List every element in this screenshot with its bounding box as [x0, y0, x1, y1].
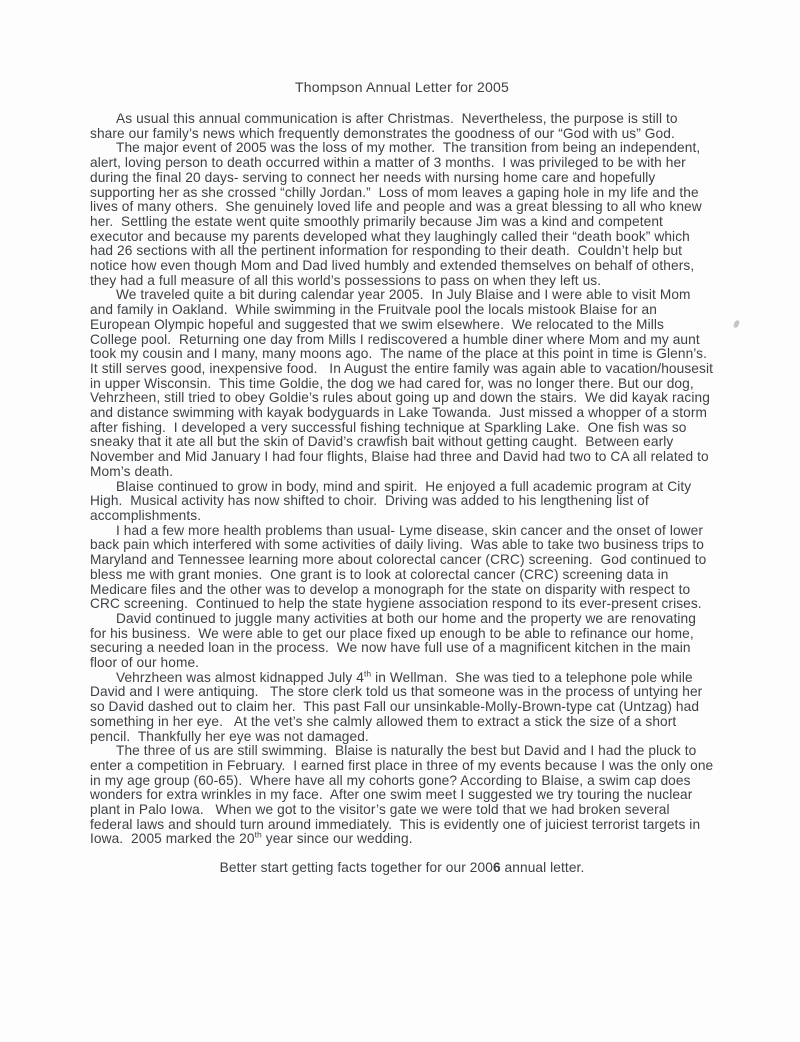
letter-title: Thompson Annual Letter for 2005 — [294, 79, 509, 95]
text-run: David continued to juggle many activities at both our home and the property we are renovating for his business. We were able to get our place fixed up enough to be able to refinance our home, securing a needed loan in the process. We now have full use of a magnificent kitchen in the main floor of our home. — [90, 610, 700, 671]
text-run: We traveled quite a bit during calendar year 2005. In July Blaise and I were able to visit Mom and family in Oakland. While swimming in the Fruitvale pool the locals mistook Blaise for an European Olympic hopeful and suggested that we swim elsewhere. We relocated to the Mills College pool. Returning one day from Mills I rediscovered a humble diner where Mom and my aunt took my cousin and I many, many moons ago. The name of the place at this point in time is Glenn’s. It still serves good, inexpensive food. In August the entire family was again able to vacation/housesit in upper Wisconsin. This time Goldie, the dog we had cared for, was no longer there. But our dog, Vehrzheen, still tried to obey Goldie’s rules about going up and down the stairs. We did kayak racing and distance swimming with kayak bodyguards in Lake Towanda. Just missed a whopper of a storm after fishing. I developed a very successful fishing technique at Sparkling Lake. One fish was so sneaky that it ate all but the skin of David’s crawfish bait without getting caught. Between early November and Mid January I had four flights, Blaise had three and David had two to CA all related to Mom’s death. — [90, 287, 717, 479]
paragraph — [90, 743, 718, 847]
text-run: in Wellman. She was tied to a telephone pole while David and I were antiquing. The store clerk told us that someone was in the process of untying her so David dashed out to claim her. This past Fall our unsinkable-Molly-Brown-type cat (Untzag) had something in her eye. At the vet’s she calmly allowed them to extract a stick the size of a short pencil. Thankfully her eye was not damaged. — [90, 669, 707, 744]
paragraph — [90, 112, 714, 141]
paragraph — [90, 480, 714, 524]
text-run: As usual this annual communication is after Christmas. Nevertheless, the purpose is still to share our family’s news which frequently demonstrates the goodness of our “God with us” God. — [90, 111, 682, 141]
letter-content — [90, 79, 718, 876]
text-run: I had a few more health problems than usual- Lyme disease, skin cancer and the onset of lower back pain which interfered with some activities of daily living. Was able to take two business trips to Maryland and Tennessee learning more about colorectal cancer (CRC) screening. God continued to bless me with grant monies. One grant is to look at colorectal cancer (CRC) screening data in Medicare files and the other was to develop a monograph for the state on disparity with respect to CRC screening. Continued to help the state hygiene association respond to its ever-present crises. — [90, 522, 711, 612]
text-run: Blaise continued to grow in body, mind and spirit. He enjoyed a full academic program at City High. Musical activity has now shifted to choir. Driving was added to his lengthening list of accomplishments. — [90, 478, 696, 523]
text-run: The major event of 2005 was the loss of my mother. The transition from being an independent, alert, loving person to death occurred within a matter of 3 months. I was privileged to be with her during the final 20 days- serving to connect her needs with nursing home care and hopefully supporting her as she crossed “chilly Jordan.” Loss of mom leaves a gaping hole in my life and the lives of many others. She genuinely loved life and people and was a great blessing to all who knew her. Settling the estate went quite smoothly primarily because Jim was a kind and competent executor and because my parents developed what they laughingly called their “death book” which had 26 sections with all the pertinent information for responding to their death. Couldn’t help but notice how even though Mom and Dad lived humbly and extended themselves on behalf of others, they had a full measure of all this world’s possessions to pass on when they left us. — [90, 140, 706, 288]
scan-speck-artifact — [733, 319, 740, 328]
superscript-text: th — [254, 829, 262, 840]
paragraph — [90, 141, 714, 288]
superscript-text: th — [363, 668, 372, 679]
closing-line — [90, 861, 714, 876]
text-run: Better start getting facts together for our 200 — [219, 860, 493, 876]
text-run: Vehrzheen was almost kidnapped July 4 — [116, 669, 364, 685]
bold-text: 6 — [492, 860, 501, 876]
paragraph — [90, 287, 717, 479]
letter-body — [90, 111, 718, 847]
text-run: annual letter. — [500, 860, 585, 876]
text-run: The three of us are still swimming. Blaise is naturally the best but David and I had the pluck to enter a competition in February. I earned first place in three of my events because I was the only one in my age group (60-65). Where have all my cohorts gone? According to Blaise, a swim cap does wonders for extra wrinkles in my face. After one swim meet I suggested we try touring the nuclear plant in Palo Iowa. When we got to the visitor’s gate we were told that we had broken several federal laws and should turn around immediately. This is evidently one of juiciest terrorist targets in Iowa. 2005 marked the 20 — [90, 743, 718, 847]
paragraph — [90, 524, 714, 612]
paragraph — [90, 668, 714, 745]
paragraph — [90, 612, 714, 671]
text-run: year since our wedding. — [261, 831, 413, 847]
